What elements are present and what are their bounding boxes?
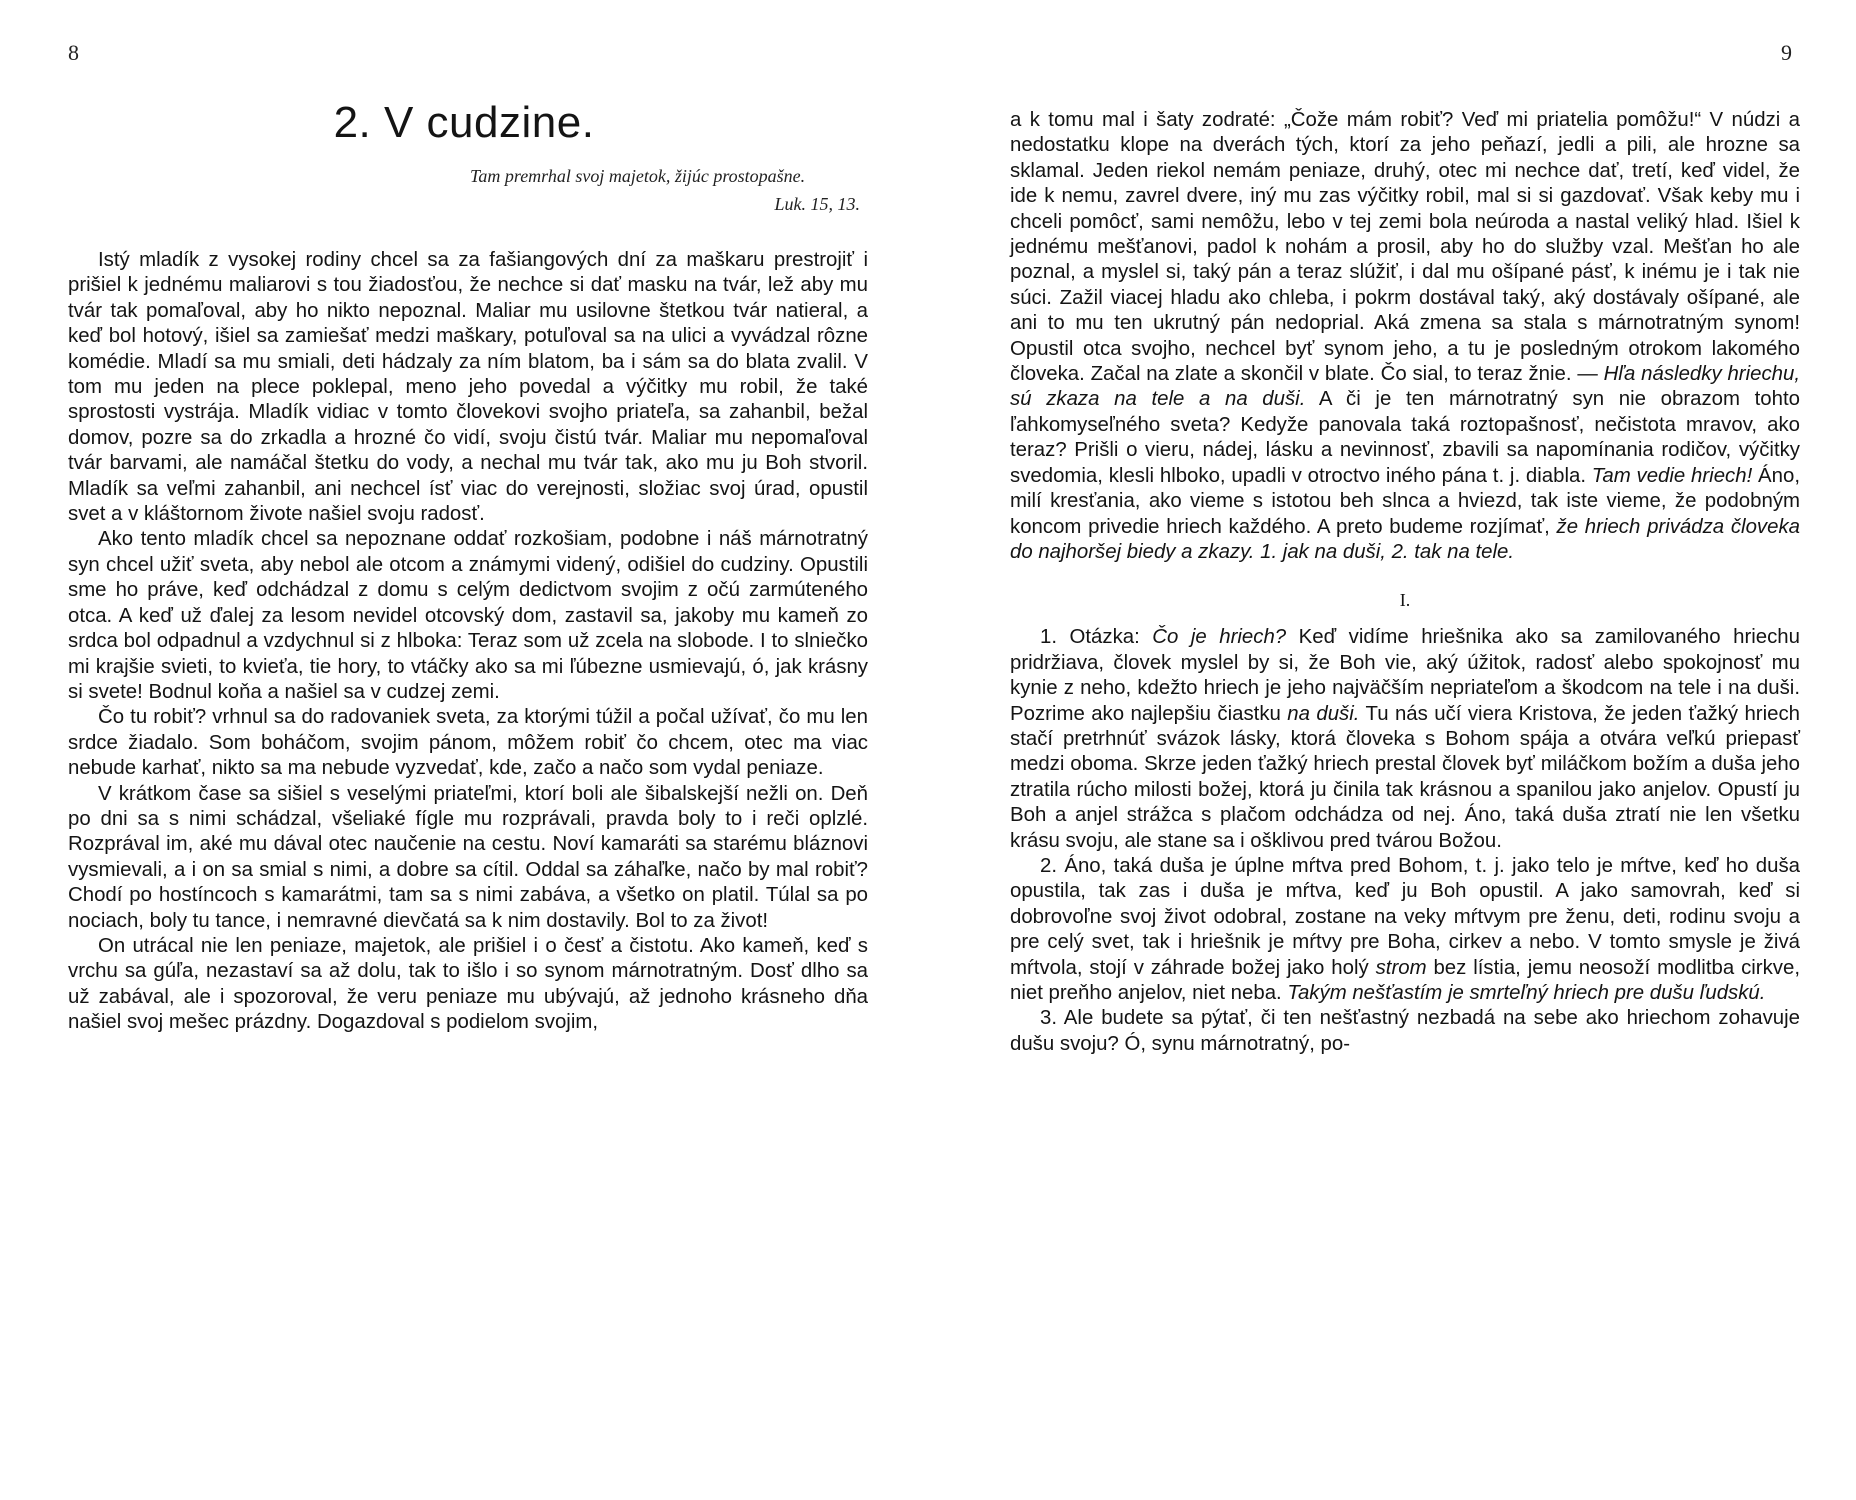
epigraph xyxy=(470,166,860,214)
italic-emphasis: na duši. xyxy=(1287,702,1360,725)
text-run: 2. Áno, taká duša je úplne mŕtva pred Bohom, t. j. jako telo je mŕtve, keď ho duša opustila, tak zas i duša je mŕtva, keď ju Boh opustil. A jako samovrah, keď si dobrovoľne svoj život odobral, zostane na veky mŕtvym pre ženu, deti, rodinu svoju a pre celý svet, tak i hriešnik je mŕtvy pre Boha, cirkev a nebo. V tomto smysle je živá mŕtvola, stojí v záhrade božej jako holý xyxy=(1010,854,1800,979)
italic-emphasis: Čo je hriech? xyxy=(1152,626,1287,649)
right-page xyxy=(928,0,1856,1500)
paragraph: Ako tento mladík chcel sa nepoznane oddať rozkošiam, podobne i náš márnotratný syn chcel užiť sveta, aby nebol ale otcom a známymi videný, odišiel do cudziny. Opustili sme ho práve, keď odchádzal z domu s celým dedictvom svojim z očú zarmúteného otca. A keď už ďalej za lesom nevidel otcovský dom, zastavil sa, jakoby mu kameň zo srdca bol odpadnul a vzdychnul si z hlboka: Teraz som už zcela na slobode. I to slniečko mi krajšie svieti, to kvieťa, tie hory, to vtáčky ako sa mi ľúbezne usmievajú, ó, jak krásny si svete! Bodnul koňa a našiel sa v cudzej zemi. xyxy=(68,528,868,703)
italic-emphasis: Hľa následky hriechu, sú zkaza na tele a na duši. xyxy=(1010,363,1800,411)
page-number-left: 8 xyxy=(68,40,79,65)
paragraph: 3. Ale budete sa pýtať, či ten nešťastný nezbadá na sebe ako hriechom zohavuje dušu svoju? Ó, synu márnotratný, po- xyxy=(1010,1007,1800,1055)
italic-emphasis: Takým nešťastím je smrteľný hriech pre dušu ľudskú. xyxy=(1287,982,1766,1004)
chapter-title: 2. V cudzine. xyxy=(333,98,595,147)
text-run: Keď vidíme hriešnika ako sa zamilovaného hriechu pridržiava, človek myslel by si, že Boh vie, aký úžitok, radosť alebo spokojnosť mu kynie z neho, kdežto hriech je jeho najväčším nepriateľom a škodcom na tele i na duši. Pozrime ako najlepšiu čiastku xyxy=(1010,626,1800,725)
epigraph-reference: Luk. 15, 13. xyxy=(774,194,860,214)
italic-emphasis: že hriech privádza človeka do najhoršej biedy a zkazy. 1. jak na duši, 2. tak na tele. xyxy=(1010,515,1800,563)
paragraph xyxy=(1010,625,1800,854)
right-text-column xyxy=(1010,108,1800,1057)
italic-emphasis: strom xyxy=(1375,956,1427,979)
left-text-column xyxy=(68,248,868,1036)
text-run: bez lístia, jemu neosoží modlitba cirkve, niet preňho anjelov, niet neba. xyxy=(1010,956,1800,1004)
italic-emphasis: Tam vedie hriech! xyxy=(1591,464,1753,487)
paragraph: V krátkom čase sa sišiel s veselými priateľmi, ktorí boli ale šibalskejší nežli on. Deň po dni sa s nimi schádzal, všeliaké fígle mu rozprávali, pravda boly to i reči oplzlé. Rozprával im, aké mu dával otec naučenie na cestu. Noví kamaráti sa starému bláznovi vysmievali, a i on sa smial s nimi, a dobre sa cítil. Oddal sa záhaľke, načo by mal robiť? Chodí po hostíncoch s kamarátmi, tam sa s nimi zabáva, a všetko on platil. Túlal sa po nociach, boly tu tance, i nemravné dievčatá sa k nim dostavily. Bol to za život! xyxy=(68,782,868,932)
text-run: 1. Otázka: xyxy=(1040,626,1153,649)
paragraph-continuation xyxy=(1010,108,1800,565)
text-run: Tu nás učí viera Kristova, že jeden ťažký hriech stačí pretrhnúť svázok lásky, ktorá človeka s Bohom spája a otvára veľkú priepasť medzi oboma. Skrze jeden ťažký hriech prestal človek byť miláčkom božím a duša jeho ztratila rúcho milosti božej, ktorá ju činila tak krásnou a spanilou jako anjelov. Opustí ju Boh a anjel strážca s plačom odchádza od nej. Áno, taká duša ztratí nie len všetku krásu svoju, ale stane sa i ošklivou pred tvárou Božou. xyxy=(1010,702,1800,852)
section-number: I. xyxy=(1399,590,1411,611)
paragraph: Čo tu robiť? vrhnul sa do radovaniek sveta, za ktorými túžil a počal užívať, čo mu len srdce žiadalo. Som boháčom, svojim pánom, môžem robiť čo chcem, otec ma viac nebude karhať, nikto sa ma nebude vyzvedať, kde, začo a načo som vydal peniaze. xyxy=(68,706,868,780)
text-run: a k tomu mal i šaty zodraté: „Čože mám robiť? Veď mi priatelia pomôžu!“ V núdzi a nedostatku klope na dverách tých, ktorí za jeho peňazí, jedli a pili, ale hrozne sa sklamal. Jeden riekol nemám peniaze, druhý, otec mi nechce dať, tretí, keď videl, že ide k nemu, zavrel dvere, iný mu zas výčitky robil, mal si si gazdovať. Však keby mu i chceli pomôcť, sami nemôžu, lebo v tej zemi bola neúroda a nastal veliký hlad. Išiel k jednému mešťanovi, padol k nohám a prosil, aby ho do služby vzal. Mešťan ho ale poznal, a myslel si, taký pán a teraz slúžiť, i dal mu ošípané pásť, k inému je i tak nie súci. Zažil viacej hladu ako chleba, i pokrm dostával taký, aký dostávaly ošípané, ale ani to mu ten ukrutný pán nedoprial. Aká zmena sa stala s márnotratným synom! Opustil otca svojho, nechcel byť synom jeho, a tu je posledným otrokom lakomého človeka. Začal na zlate a skončil v blate. Čo sial, to teraz žnie. — xyxy=(1010,109,1800,386)
text-run: A či je ten márnotratný syn nie obrazom tohto ľahkomyseľného sveta? Kedyže panovala taká roztopašnosť, nečistota mravov, ako teraz? Prišli o vieru, nádej, lásku a nevinnosť, zbavili sa napomínania rodičov, výčitky svedomia, klesli hlboko, upadli v otroctvo iného pána t. j. diabla. xyxy=(1010,388,1800,487)
text-run: Áno, milí kresťania, ako vieme s istotou beh slnca a hviezd, tak iste vieme, že podobným koncom privedie hriech každého. A preto budeme rozjímať, xyxy=(1010,464,1800,538)
paragraph xyxy=(1010,854,1800,1006)
page-number-right: 9 xyxy=(1781,40,1792,65)
paragraph: Istý mladík z vysokej rodiny chcel sa za fašiangových dní za maškaru prestrojiť i prišiel k jednému maliarovi s tou žiadosťou, že nechce si dať masku na tvár, lež aby mu tvár tak pomaľoval, aby ho nikto nepoznal. Maliar mu usilovne štetkou tvár natieral, a keď bol hotový, išiel sa zamiešať medzi maškary, potuľoval sa na ulici a vyvádzal rôzne komédie. Mladí sa mu smiali, deti hádzaly za ním blatom, ba i sám sa do blata zvalil. V tom mu jeden na plece poklepal, meno jeho povedal a výčitky mu robil, že také sprostosti vystrája. Mladík vidiac v tomto človekovi svojho priateľa, sa zahanbil, bežal domov, pozre sa do zrkadla a hrozné čo vidí, svoju čistú tvár. Maliar mu nepomaľoval tvár barvami, ale namáčal štetku do vody, a nechal mu tvár tak, ako mu ju Boh stvoril. Mladík sa veľmi zahanbil, ani nechcel ísť viac do verejnosti, složiac svoj úrad, opustil svet a v kláštornom živote našiel svoju radosť. xyxy=(68,249,868,526)
paragraph: On utrácal nie len peniaze, majetok, ale prišiel i o česť a čistotu. Ako kameň, keď s vrchu sa gúľa, nezastaví sa až dolu, tak to išlo i so synom márnotratným. Dosť dlho sa už zabával, ale i spozoroval, že veru peniaze mu ubývajú, až jednoho krásneho dňa našiel svoj mešec prázdny. Dogazdoval s podielom svojim, xyxy=(68,934,868,1034)
epigraph-text: Tam premrhal svoj majetok, žijúc prostopašne. xyxy=(470,166,806,186)
